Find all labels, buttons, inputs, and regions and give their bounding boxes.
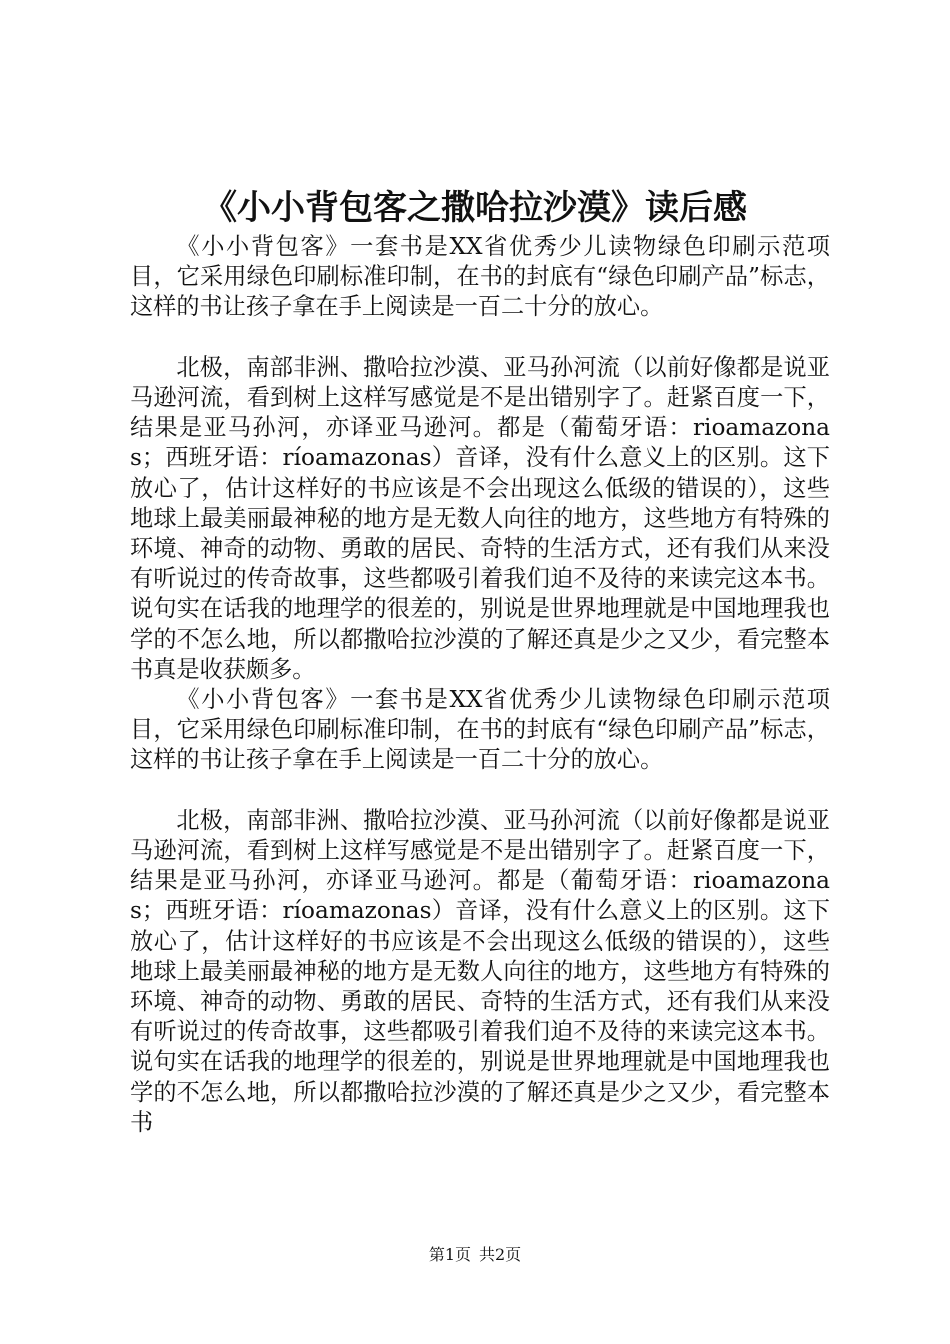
document-title: 《小小背包客之撒哈拉沙漠》读后感 <box>203 188 747 228</box>
page-footer <box>0 1244 950 1266</box>
paragraph-4: 北极，南部非洲、撒哈拉沙漠、亚马孙河流（以前好像都是说亚马逊河流，看到树上这样写感觉是不是出错别字了。赶紧百度一下，结果是亚马孙河，亦译亚马逊河。都是（葡萄牙语：rioamazonas；西班牙语：ríoamazonas）音译，没有什么意义上的区别。这下放心了，估计这样好的书应该是不会出现这么低级的错误的），这些地球上最美丽最神秘的地方是无数人向往的地方，这些地方有特殊的环境、神奇的动物、勇敢的居民、奇特的生活方式，还有我们从来没有听说过的传奇故事，这些都吸引着我们迫不及待的来读完这本书。说句实在话我的地理学的很差的，别说是世界地理就是中国地理我也学的不怎么地，所以都撒哈拉沙漠的了解还真是少之又少，看完整本书 <box>130 806 830 1136</box>
document-body <box>130 232 830 1138</box>
paragraph-3: 《小小背包客》一套书是XX省优秀少儿读物绿色印刷示范项目，它采用绿色印刷标准印制，在书的封底有“绿色印刷产品”标志，这样的书让孩子拿在手上阅读是一百二十分的放心。 <box>130 686 830 774</box>
page-number: 第1页 <box>428 1245 471 1264</box>
paragraph-2: 北极，南部非洲、撒哈拉沙漠、亚马孙河流（以前好像都是说亚马逊河流，看到树上这样写感觉是不是出错别字了。赶紧百度一下，结果是亚马孙河，亦译亚马逊河。都是（葡萄牙语：rioamazonas；西班牙语：ríoamazonas）音译，没有什么意义上的区别。这下放心了，估计这样好的书应该是不会出现这么低级的错误的），这些地球上最美丽最神秘的地方是无数人向往的地方，这些地方有特殊的环境、神奇的动物、勇敢的居民、奇特的生活方式，还有我们从来没有听说过的传奇故事，这些都吸引着我们迫不及待的来读完这本书。说句实在话我的地理学的很差的，别说是世界地理就是中国地理我也学的不怎么地，所以都撒哈拉沙漠的了解还真是少之又少，看完整本书真是收获颇多。 <box>130 353 830 683</box>
page-total: 共2页 <box>479 1245 522 1264</box>
paragraph-1: 《小小背包客》一套书是XX省优秀少儿读物绿色印刷示范项目，它采用绿色印刷标准印制，在书的封底有“绿色印刷产品”标志，这样的书让孩子拿在手上阅读是一百二十分的放心。 <box>130 233 830 321</box>
